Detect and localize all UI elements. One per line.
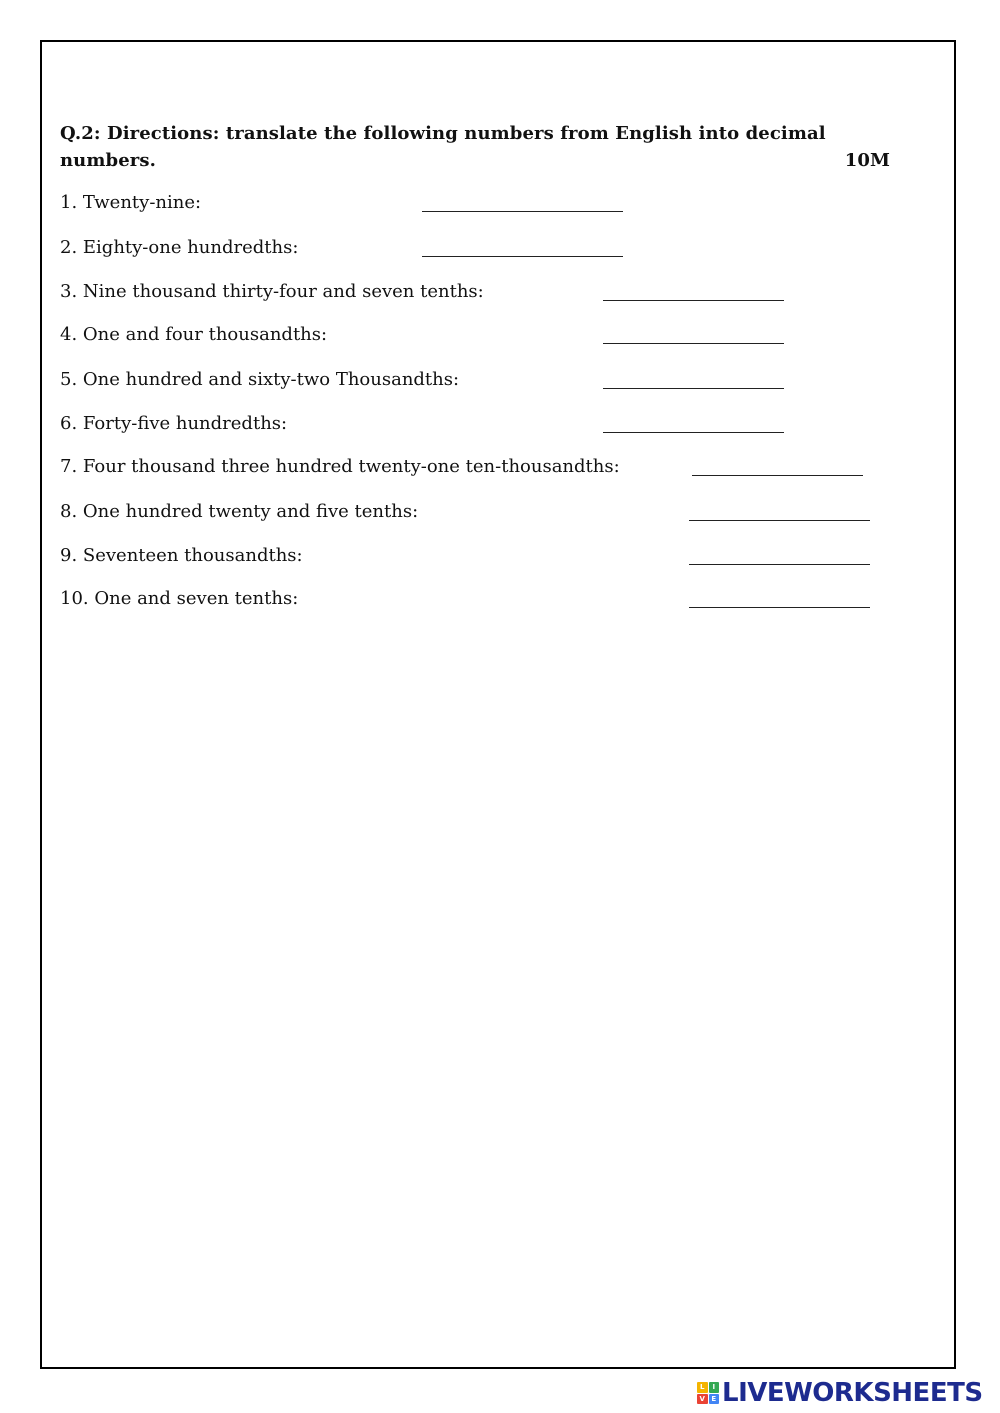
question-3: 3. Nine thousand thirty-four and seven tenths: — [60, 281, 484, 302]
question-10: 10. One and seven tenths: — [60, 588, 299, 609]
answer-blank-6[interactable] — [603, 432, 784, 433]
liveworksheets-logo — [697, 1378, 983, 1408]
heading-line-2-text: numbers. — [60, 150, 156, 171]
question-6: 6. Forty-five hundredths: — [60, 413, 288, 434]
answer-blank-1[interactable] — [422, 211, 623, 212]
answer-blank-10[interactable] — [689, 607, 870, 608]
question-7: 7. Four thousand three hundred twenty-one ten-thousandths: — [60, 456, 620, 477]
logo-text: LIVEWORKSHEETS — [722, 1378, 983, 1408]
answer-blank-3[interactable] — [603, 300, 784, 301]
liveworksheets-logo-icon — [697, 1382, 719, 1404]
question-5: 5. One hundred and sixty-two Thousandths: — [60, 369, 460, 390]
answer-blank-8[interactable] — [689, 520, 870, 521]
heading-line-1: Q.2: Directions: translate the following numbers from English into decimal — [60, 123, 826, 144]
answer-blank-2[interactable] — [422, 256, 623, 257]
question-1: 1. Twenty-nine: — [60, 192, 202, 213]
question-4: 4. One and four thousandths: — [60, 324, 328, 345]
answer-blank-9[interactable] — [689, 564, 870, 565]
logo-mark-v: V — [697, 1394, 708, 1405]
answer-blank-7[interactable] — [692, 475, 863, 476]
question-8: 8. One hundred twenty and five tenths: — [60, 501, 419, 522]
logo-mark-i: I — [709, 1382, 720, 1393]
logo-mark-e: E — [709, 1394, 720, 1405]
marks-label: 10M — [844, 150, 890, 171]
question-2: 2. Eighty-one hundredths: — [60, 237, 299, 258]
answer-blank-4[interactable] — [603, 343, 784, 344]
logo-mark-l: L — [697, 1382, 708, 1393]
question-9: 9. Seventeen thousandths: — [60, 545, 303, 566]
heading-line-2 — [60, 147, 900, 174]
answer-blank-5[interactable] — [603, 388, 784, 389]
question-heading — [60, 120, 900, 174]
